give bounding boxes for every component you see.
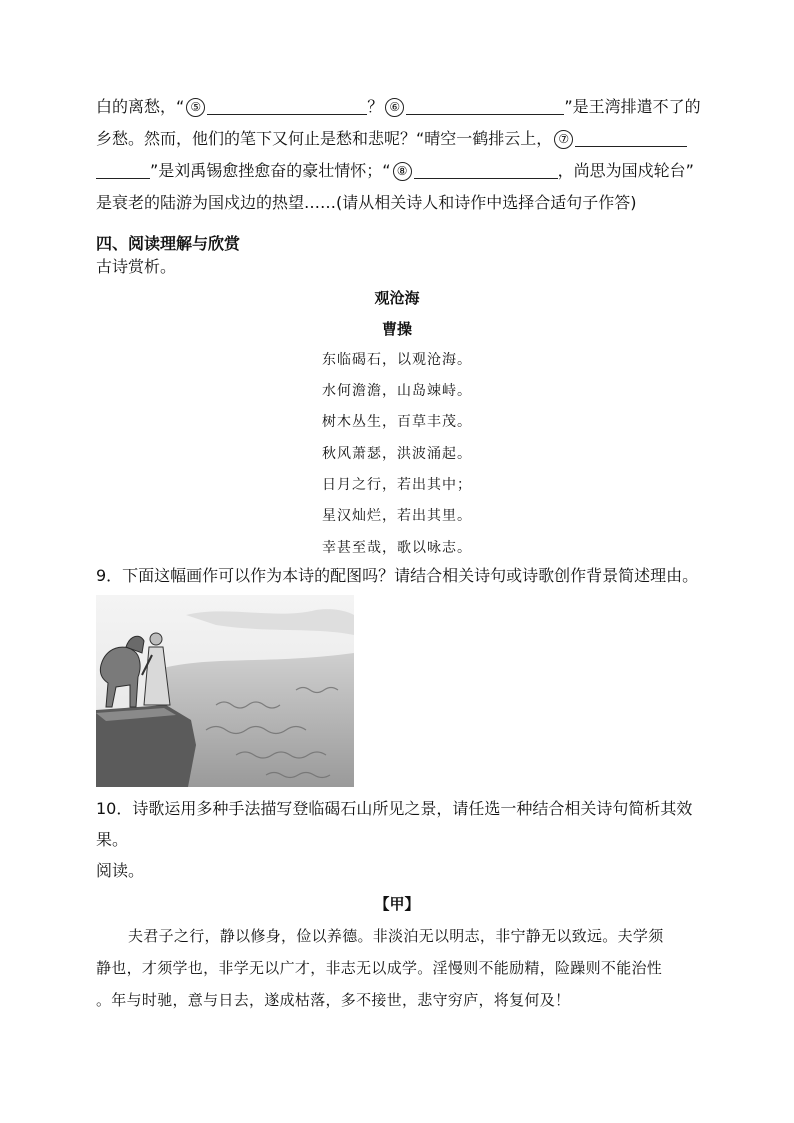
- answer-blank-7-cont[interactable]: [96, 162, 150, 179]
- blank-number-5: ⑤: [186, 98, 205, 117]
- blank-number-8: ⑧: [393, 162, 412, 181]
- passage-title: 【甲】: [374, 895, 420, 913]
- poem-line: 秋风萧瑟，洪波涌起。: [322, 446, 472, 462]
- poem-line: 星汉灿烂，若出其里。: [322, 508, 472, 524]
- text-line: [96, 160, 701, 182]
- passage-line: 静也，才须学也，非学无以广才，非志无以成学。淫慢则不能励精，险躁则不能治性: [96, 959, 663, 977]
- poem-line: 树木丛生，百草丰茂。: [322, 414, 472, 430]
- blank-number-7: ⑦: [554, 130, 573, 149]
- poem-line: 东临碣石，以观沧海。: [322, 352, 472, 368]
- blank-number-6: ⑥: [385, 98, 404, 117]
- sea-cliff-illustration: [96, 595, 354, 787]
- poem-line: 幸甚至哉，歌以咏志。: [322, 540, 472, 556]
- text-line: [96, 128, 701, 150]
- passage-line: 夫君子之行，静以修身，俭以养德。非淡泊无以明志，非宁静无以致远。夫学须: [128, 927, 664, 945]
- passage-line: 。年与时驰，意与日去，遂成枯落，多不接世，悲守穷庐，将复何及！: [96, 991, 571, 1009]
- reading-intro: 阅读。: [96, 861, 145, 880]
- text-line: [96, 96, 701, 118]
- text-segment: ，尚思为国戍轮台”: [557, 161, 694, 180]
- question-10-line1: 10．诗歌运用多种手法描写登临碣石山所见之景，请任选一种结合相关诗句简析其效: [96, 799, 693, 818]
- text-segment: ？: [367, 97, 384, 116]
- poem-author: 曹操: [381, 320, 412, 338]
- answer-blank-5[interactable]: [207, 98, 367, 115]
- text-line: 是衰老的陆游为国戍边的热望……(请从相关诗人和诗作中选择合适句子作答): [96, 193, 637, 212]
- text-segment: 白的离愁，“: [96, 97, 185, 116]
- poem-line: 日月之行，若出其中；: [322, 477, 472, 493]
- question-10-line2: 果。: [96, 830, 129, 849]
- section-intro: 古诗赏析。: [96, 257, 177, 276]
- poem-title: 观沧海: [374, 289, 420, 307]
- question-9: 9．下面这幅画作可以作为本诗的配图吗？请结合相关诗句或诗歌创作背景简述理由。: [96, 566, 699, 585]
- poem-line: 水何澹澹，山岛竦峙。: [322, 383, 472, 399]
- text-segment: ”是刘禹锡愈挫愈奋的豪壮情怀；“: [150, 161, 391, 180]
- answer-blank-6[interactable]: [406, 98, 564, 115]
- text-segment: 乡愁。然而，他们的笔下又何止是愁和悲呢？“晴空一鹤排云上，: [96, 129, 553, 148]
- answer-blank-7[interactable]: [575, 130, 687, 147]
- text-segment: ”是王湾排遣不了的: [564, 97, 701, 116]
- section-heading: 四、阅读理解与欣赏: [96, 234, 241, 253]
- answer-blank-8[interactable]: [414, 162, 558, 179]
